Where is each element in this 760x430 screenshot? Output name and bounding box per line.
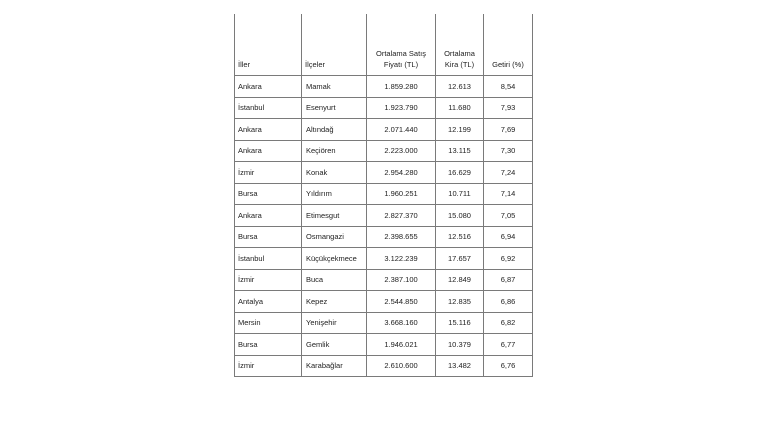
table-row [235, 312, 533, 334]
table-row [235, 226, 533, 248]
cell-ilce: Keçiören [302, 140, 367, 162]
cell-ilce: Yenişehir [302, 312, 367, 334]
cell-ilce: Osmangazi [302, 226, 367, 248]
cell-il: Ankara [235, 205, 302, 227]
cell-kira: 13.115 [436, 140, 484, 162]
cell-kira: 10.379 [436, 334, 484, 356]
table-row [235, 334, 533, 356]
cell-il: Bursa [235, 226, 302, 248]
cell-il: İzmir [235, 355, 302, 377]
cell-satis-fiyati: 2.954.280 [367, 162, 436, 184]
table-row [235, 355, 533, 377]
cell-satis-fiyati: 2.544.850 [367, 291, 436, 313]
cell-getiri: 6,86 [484, 291, 533, 313]
table-row [235, 183, 533, 205]
cell-satis-fiyati: 3.668.160 [367, 312, 436, 334]
cell-kira: 12.835 [436, 291, 484, 313]
cell-il: Ankara [235, 140, 302, 162]
cell-kira: 11.680 [436, 97, 484, 119]
cell-kira: 10.711 [436, 183, 484, 205]
cell-il: Ankara [235, 76, 302, 98]
cell-ilce: Karabağlar [302, 355, 367, 377]
cell-ilce: Konak [302, 162, 367, 184]
table-row [235, 162, 533, 184]
cell-getiri: 7,05 [484, 205, 533, 227]
cell-getiri: 7,14 [484, 183, 533, 205]
header-kira: Ortalama Kira (TL) [436, 14, 484, 76]
cell-getiri: 7,24 [484, 162, 533, 184]
cell-il: Mersin [235, 312, 302, 334]
header-satis-fiyati: Ortalama Satış Fiyatı (TL) [367, 14, 436, 76]
cell-getiri: 6,82 [484, 312, 533, 334]
table-row [235, 205, 533, 227]
cell-satis-fiyati: 1.859.280 [367, 76, 436, 98]
cell-kira: 17.657 [436, 248, 484, 270]
table-row [235, 248, 533, 270]
cell-getiri: 7,93 [484, 97, 533, 119]
cell-getiri: 7,69 [484, 119, 533, 141]
cell-kira: 16.629 [436, 162, 484, 184]
cell-ilce: Esenyurt [302, 97, 367, 119]
rental-yield-table [234, 14, 533, 377]
cell-satis-fiyati: 2.071.440 [367, 119, 436, 141]
cell-ilce: Kepez [302, 291, 367, 313]
cell-il: Bursa [235, 183, 302, 205]
cell-ilce: Küçükçekmece [302, 248, 367, 270]
cell-il: İzmir [235, 162, 302, 184]
cell-ilce: Etimesgut [302, 205, 367, 227]
cell-kira: 15.080 [436, 205, 484, 227]
cell-satis-fiyati: 2.223.000 [367, 140, 436, 162]
table-row [235, 97, 533, 119]
cell-getiri: 6,76 [484, 355, 533, 377]
header-il: İller [235, 14, 302, 76]
cell-satis-fiyati: 3.122.239 [367, 248, 436, 270]
table-row [235, 291, 533, 313]
cell-il: Bursa [235, 334, 302, 356]
cell-ilce: Altındağ [302, 119, 367, 141]
cell-getiri: 8,54 [484, 76, 533, 98]
cell-ilce: Mamak [302, 76, 367, 98]
cell-satis-fiyati: 1.946.021 [367, 334, 436, 356]
cell-kira: 12.613 [436, 76, 484, 98]
cell-ilce: Buca [302, 269, 367, 291]
cell-ilce: Yıldırım [302, 183, 367, 205]
cell-getiri: 6,94 [484, 226, 533, 248]
cell-satis-fiyati: 2.398.655 [367, 226, 436, 248]
cell-il: İstanbul [235, 248, 302, 270]
cell-kira: 12.199 [436, 119, 484, 141]
cell-getiri: 7,30 [484, 140, 533, 162]
cell-kira: 12.849 [436, 269, 484, 291]
cell-satis-fiyati: 2.387.100 [367, 269, 436, 291]
cell-satis-fiyati: 2.610.600 [367, 355, 436, 377]
cell-getiri: 6,87 [484, 269, 533, 291]
cell-kira: 12.516 [436, 226, 484, 248]
header-ilce: İlçeler [302, 14, 367, 76]
cell-kira: 13.482 [436, 355, 484, 377]
cell-getiri: 6,77 [484, 334, 533, 356]
table-row [235, 140, 533, 162]
cell-getiri: 6,92 [484, 248, 533, 270]
table-row [235, 76, 533, 98]
cell-il: Antalya [235, 291, 302, 313]
cell-il: İzmir [235, 269, 302, 291]
table-header-row [235, 14, 533, 76]
cell-il: İstanbul [235, 97, 302, 119]
table-body [235, 76, 533, 377]
header-getiri: Getiri (%) [484, 14, 533, 76]
cell-ilce: Gemlik [302, 334, 367, 356]
cell-kira: 15.116 [436, 312, 484, 334]
table-row [235, 269, 533, 291]
cell-il: Ankara [235, 119, 302, 141]
cell-satis-fiyati: 1.960.251 [367, 183, 436, 205]
table-row [235, 119, 533, 141]
cell-satis-fiyati: 1.923.790 [367, 97, 436, 119]
cell-satis-fiyati: 2.827.370 [367, 205, 436, 227]
